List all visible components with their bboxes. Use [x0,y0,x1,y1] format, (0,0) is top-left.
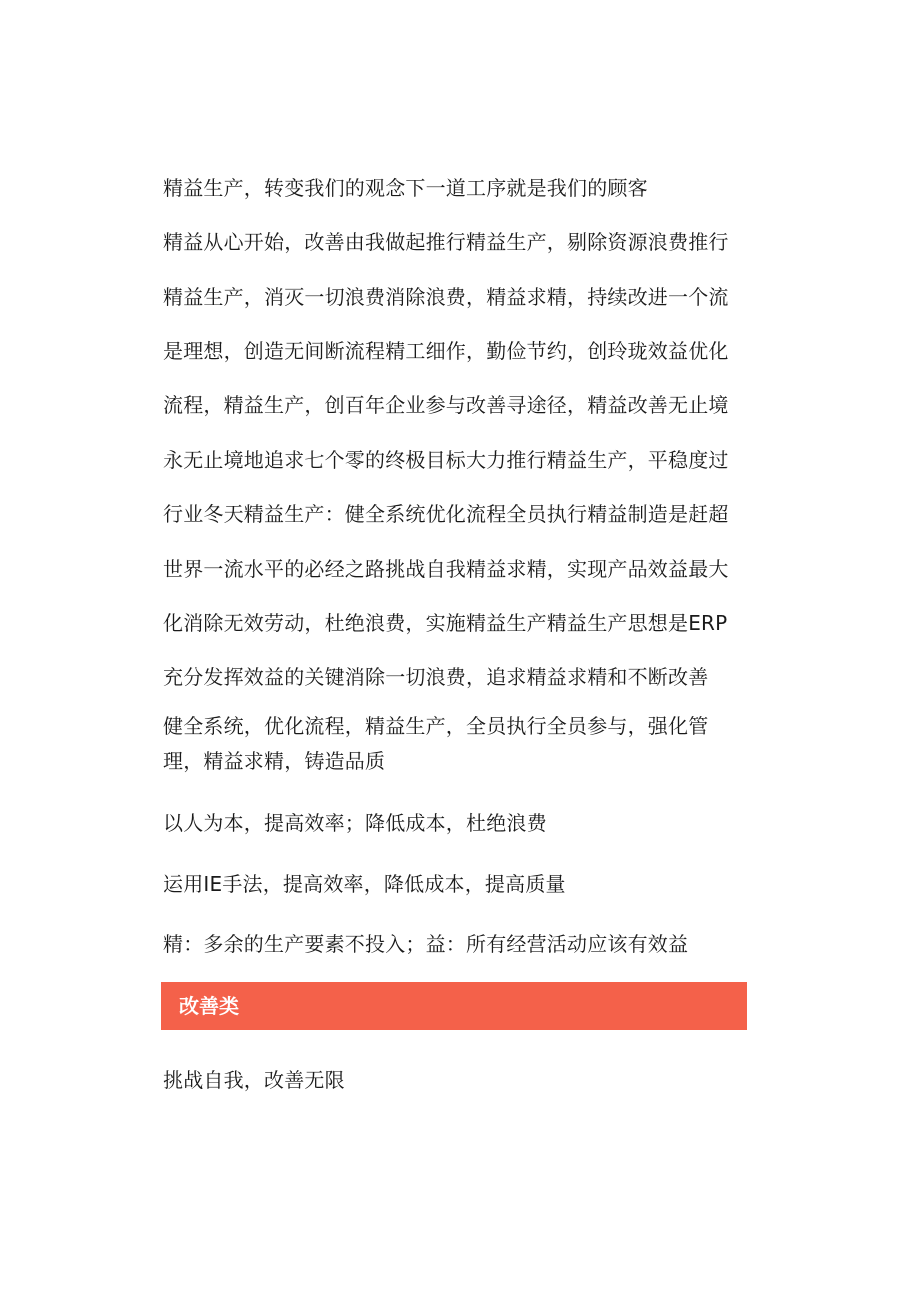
slogan-line: 永无止境地追求七个零的终极目标大力推行精益生产，平稳度过 [163,448,729,472]
slogan-line: 以人为本，提高效率；降低成本，杜绝浪费 [163,811,547,835]
slogan-line: 是理想，创造无间断流程精工细作，勤俭节约，创玲珑效益优化 [163,339,729,363]
slogan-line: 健全系统，优化流程，精益生产，全员执行全员参与，强化管 [163,714,709,738]
slogan-line: 精：多余的生产要素不投入；益：所有经营活动应该有效益 [163,932,689,956]
section-header-improvement [161,982,747,1030]
slogan-line: 精益从心开始，改善由我做起推行精益生产，剔除资源浪费推行 [163,230,729,254]
slogan-line: 化消除无效劳动，杜绝浪费，实施精益生产精益生产思想是ERP [163,611,728,635]
slogan-line: 流程，精益生产，创百年企业参与改善寻途径，精益改善无止境 [163,393,729,417]
slogan-line: 理，精益求精，铸造品质 [163,749,386,773]
slogan-line: 世界一流水平的必经之路挑战自我精益求精，实现产品效益最大 [163,557,729,581]
slogan-line: 精益生产，转变我们的观念下一道工序就是我们的顾客 [163,176,648,200]
slogan-line: 运用IE手法，提高效率，降低成本，提高质量 [163,872,566,896]
section-item: 挑战自我，改善无限 [163,1068,345,1092]
slogan-line: 精益生产，消灭一切浪费消除浪费，精益求精，持续改进一个流 [163,285,729,309]
slogan-line: 行业冬天精益生产：健全系统优化流程全员执行精益制造是赶超 [163,502,729,526]
section-title: 改善类 [179,994,239,1018]
slogan-line: 充分发挥效益的关键消除一切浪费，追求精益求精和不断改善 [163,665,709,689]
